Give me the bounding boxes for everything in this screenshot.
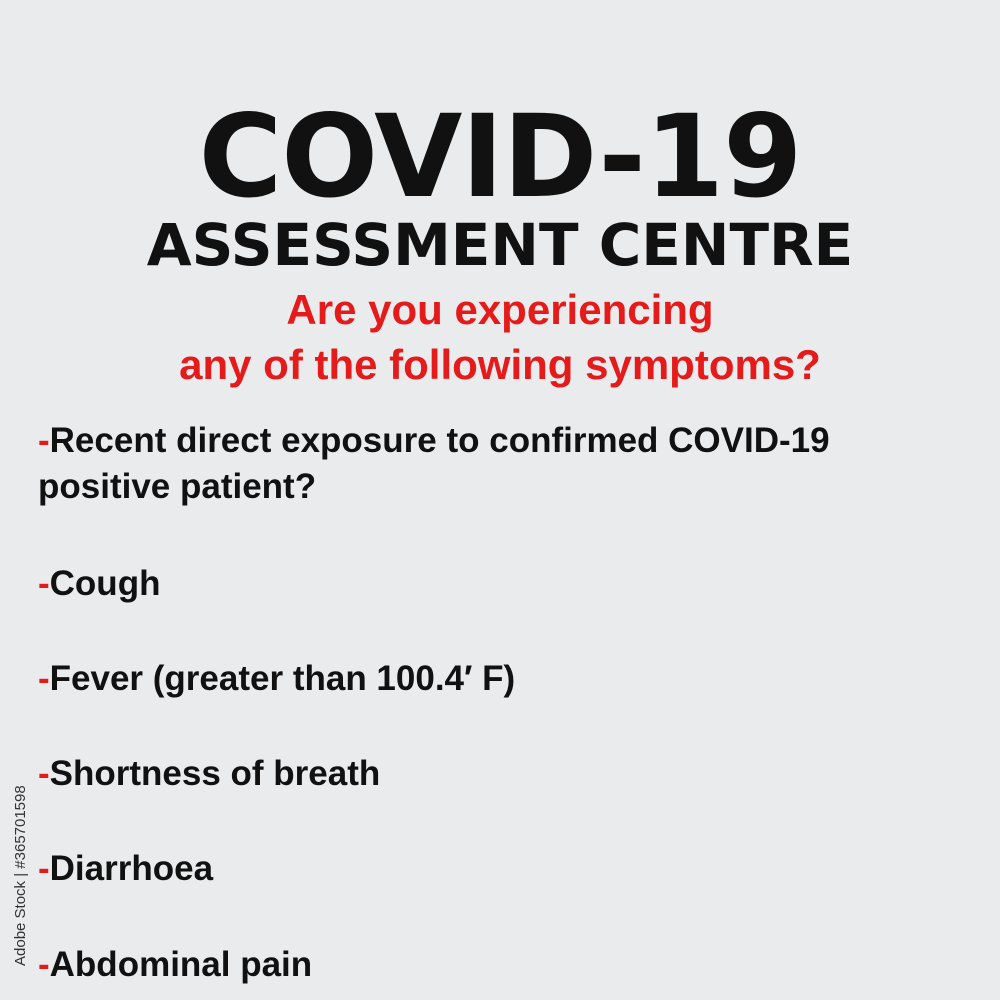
poster-subtitle: ASSESSMENT CENTRE	[146, 211, 854, 280]
poster-title: COVID-19	[198, 90, 802, 224]
red-dash-marker: -	[38, 849, 50, 888]
question-line-2: any of the following symptoms?	[179, 341, 821, 388]
symptom-text-exposure: Recent direct exposure to confirmed COVID-19 positive patient?	[38, 421, 830, 506]
symptom-text-fever: Fever (greater than 100.4′ F)	[49, 659, 516, 698]
symptom-item-exposure	[38, 418, 968, 510]
symptom-text-diarrhoea: Diarrhoea	[49, 849, 214, 888]
symptom-text-abdominal-pain: Abdominal pain	[49, 945, 313, 984]
red-dash-marker: -	[38, 754, 50, 793]
symptom-item-diarrhoea	[38, 846, 968, 892]
symptom-text-shortness-of-breath: Shortness of breath	[49, 754, 381, 793]
symptom-question	[0, 282, 1000, 392]
symptom-item-shortness-of-breath	[38, 751, 968, 797]
red-dash-marker: -	[38, 659, 50, 698]
red-dash-marker: -	[38, 421, 50, 460]
red-dash-marker: -	[38, 945, 50, 984]
red-dash-marker: -	[38, 564, 50, 603]
vertical-stock-id-stamp	[8, 768, 32, 968]
stock-id-text: Adobe Stock | #365701598	[12, 785, 29, 966]
symptom-item-fever	[38, 656, 968, 702]
symptom-item-cough	[38, 561, 968, 607]
symptom-text-cough: Cough	[49, 564, 161, 603]
symptom-item-abdominal-pain	[38, 942, 968, 988]
question-line-1: Are you experiencing	[286, 286, 714, 333]
